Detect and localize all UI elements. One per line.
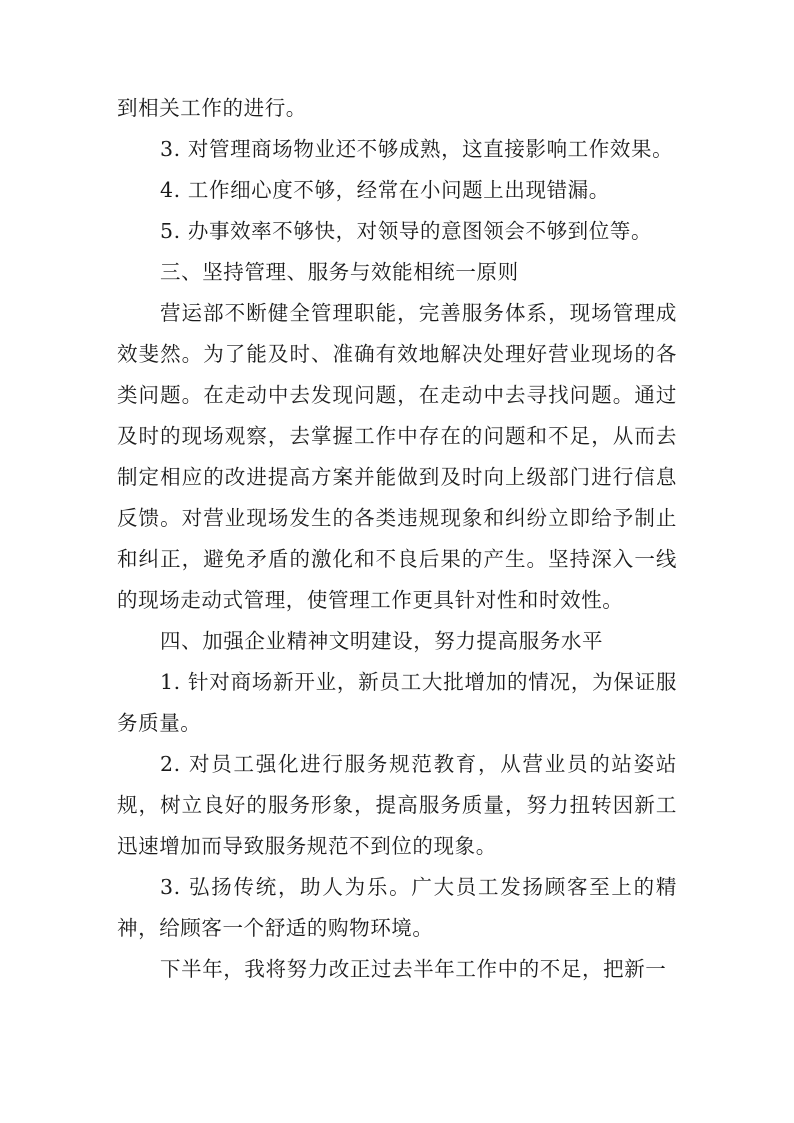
- document-body: [117, 88, 677, 990]
- section-heading-4: 四、加强企业精神文明建设，努力提高服务水平: [160, 629, 604, 653]
- paragraph-closing: 下半年，我将努力改正过去半年工作中的不足，把新一: [160, 957, 667, 981]
- section-heading-3: 三、坚持管理、服务与效能相统一原则: [160, 260, 519, 284]
- list-item-3b: 3. 弘扬传统，助人为乐。广大员工发扬顾客至上的精神，给顾客一个舒适的购物环境。: [117, 875, 677, 940]
- list-item-4: 4. 工作细心度不够，经常在小问题上出现错漏。: [160, 178, 610, 202]
- list-item-3: 3. 对管理商场物业还不够成熟，这直接影响工作效果。: [160, 137, 674, 161]
- paragraph-body: 营运部不断健全管理职能，完善服务体系，现场管理成效斐然。为了能及时、准确有效地解决处理好营业现场的各类问题。在走动中去发现问题，在走动中去寻找问题。通过及时的现场观察，去掌握工作中存在的问题和不足，从而去制定相应的改进提高方案并能做到及时向上级部门进行信息反馈。对营业现场发生的各类违规现象和纠纷立即给予制止和纠正，避免矛盾的激化和不良后果的产生。坚持深入一线的现场走动式管理，使管理工作更具针对性和时效性。: [117, 301, 677, 612]
- paragraph-continuation: 到相关工作的进行。: [117, 96, 307, 120]
- list-item-1: 1. 针对商场新开业，新员工大批增加的情况，为保证服务质量。: [117, 670, 677, 735]
- list-item-5: 5. 办事效率不够快，对领导的意图领会不够到位等。: [160, 219, 653, 243]
- list-item-2: 2. 对员工强化进行服务规范教育，从营业员的站姿站规，树立良好的服务形象，提高服务质量，努力扭转因新工迅速增加而导致服务规范不到位的现象。: [117, 752, 677, 858]
